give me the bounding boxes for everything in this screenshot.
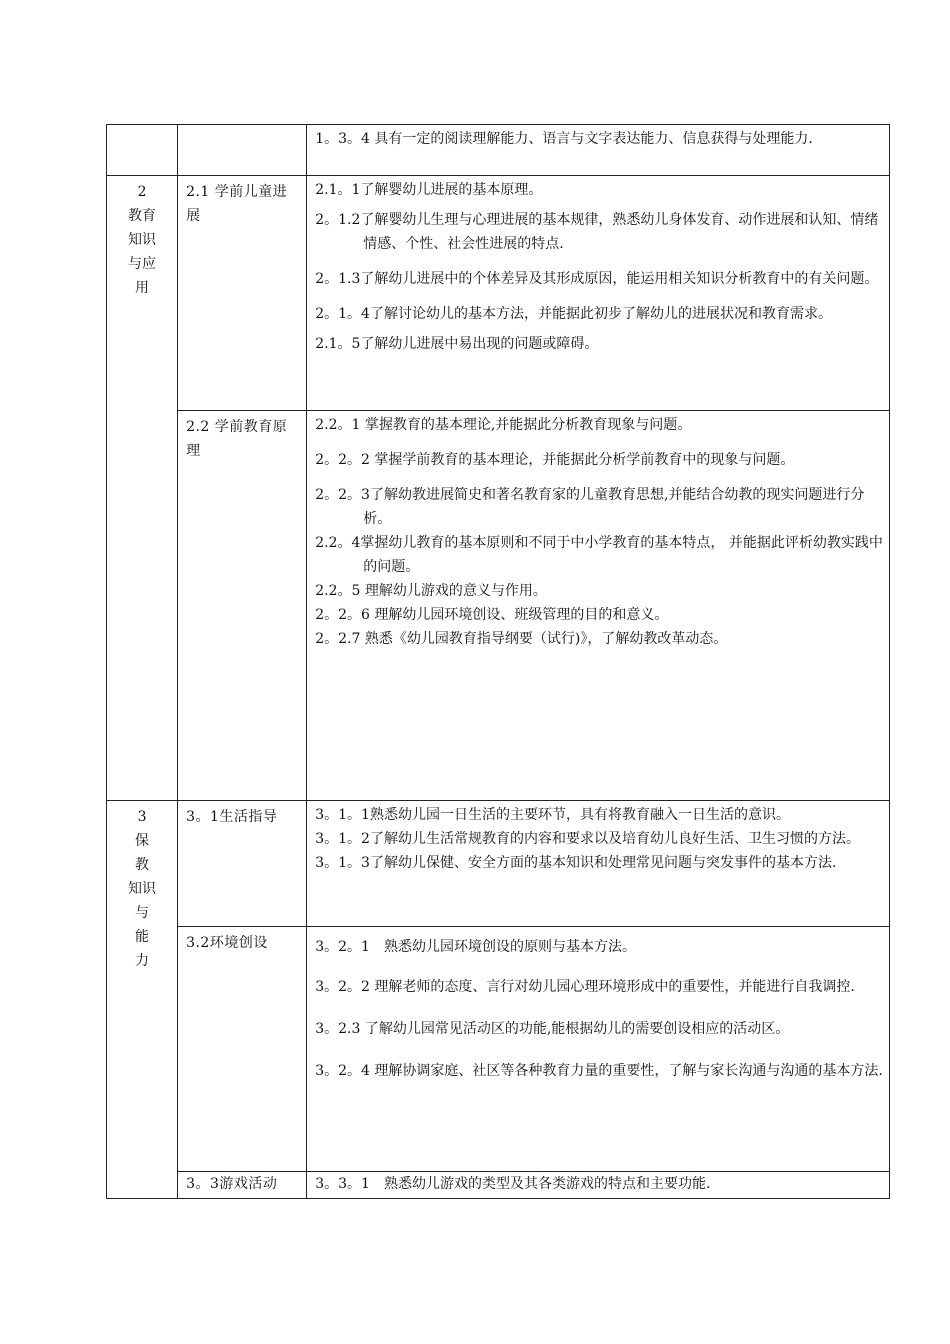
list-item: 3。1。1熟悉幼儿园一日生活的主要环节，具有将教育融入一日生活的意识。 <box>315 807 790 823</box>
table-row <box>107 176 890 411</box>
category-line: 知识 <box>128 232 157 248</box>
subcategory-title: 3。1生活指导 <box>178 801 307 927</box>
content-cell <box>307 411 890 801</box>
category-line: 用 <box>135 280 150 296</box>
category-line: 教育 <box>128 208 157 224</box>
list-item: 2。1.3了解幼儿进展中的个体差异及其形成原因，能运用相关知识分析教育中的有关问题。 <box>315 271 879 287</box>
category-cell-education-knowledge <box>107 176 178 801</box>
category-line: 知识 <box>128 881 157 897</box>
subcategory-title: 3。3游戏活动 <box>178 1172 307 1199</box>
category-line: 3 <box>137 809 147 825</box>
list-item: 2。2。2 掌握学前教育的基本理论，并能据此分析学前教育中的现象与问题。 <box>315 452 795 468</box>
category-cell-care-education <box>107 801 178 1199</box>
table-row <box>107 411 890 801</box>
list-item: 2.1。5了解幼儿进展中易出现的问题或障碍。 <box>315 336 599 352</box>
list-item: 3。3。1 熟悉幼儿游戏的类型及其各类游戏的特点和主要功能. <box>315 1176 711 1192</box>
syllabus-table <box>106 124 890 1199</box>
category-line: 保 <box>135 833 150 849</box>
category-line: 教 <box>135 857 150 873</box>
list-item: 2。2。3了解幼教进展简史和著名教育家的儿童教育思想,并能结合幼教的现实问题进行分析。 <box>315 487 865 527</box>
content-cell <box>307 927 890 1172</box>
table-row <box>107 927 890 1172</box>
list-item: 3。1。2了解幼儿生活常规教育的内容和要求以及培育幼儿良好生活、卫生习惯的方法。 <box>315 831 860 847</box>
content-cell <box>307 1172 890 1199</box>
list-item: 3。2。2 理解老师的态度、言行对幼儿园心理环境形成中的重要性，并能进行自我调控. <box>315 979 855 995</box>
category-line: 与应 <box>128 256 157 272</box>
content-cell <box>307 125 890 176</box>
table-row <box>107 125 890 176</box>
subcategory-cell-empty <box>178 125 307 176</box>
list-item: 3。2.3 了解幼儿园常见活动区的功能,能根据幼儿的需要创设相应的活动区。 <box>315 1021 790 1037</box>
list-item: 1。3。4 具有一定的阅读理解能力、语言与文字表达能力、信息获得与处理能力. <box>315 131 813 147</box>
list-item: 2.1。1了解婴幼儿进展的基本原理。 <box>315 182 543 198</box>
category-cell-empty <box>107 125 178 176</box>
list-item: 2。1。4了解讨论幼儿的基本方法，并能据此初步了解幼儿的进展状况和教育需求。 <box>315 306 832 322</box>
list-item: 2。1.2了解婴幼儿生理与心理进展的基本规律，熟悉幼儿身体发育、动作进展和认知、情绪情感、个性、社会性进展的特点. <box>315 212 879 252</box>
table-row <box>107 1172 890 1199</box>
table-row <box>107 801 890 927</box>
subcategory-title: 3.2环境创设 <box>178 927 307 1172</box>
list-item: 3。2。1 熟悉幼儿园环境创设的原则与基本方法。 <box>315 939 636 955</box>
content-cell <box>307 801 890 927</box>
content-cell <box>307 176 890 411</box>
list-item: 2.2。4掌握幼儿教育的基本原则和不同于中小学教育的基本特点， 并能据此评析幼教实践中的问题。 <box>315 535 883 575</box>
category-line: 力 <box>135 953 150 969</box>
list-item: 2.2。1 掌握教育的基本理论,并能据此分析教育现象与问题。 <box>315 417 692 433</box>
subcategory-title: 2.2 学前教育原理 <box>178 411 307 801</box>
category-line: 与 <box>135 905 150 921</box>
list-item: 3。1。3了解幼儿保健、安全方面的基本知识和处理常见问题与突发事件的基本方法. <box>315 855 837 871</box>
list-item: 3。2。4 理解协调家庭、社区等各种教育力量的重要性，了解与家长沟通与沟通的基本方法. <box>315 1063 883 1079</box>
category-line: 2 <box>137 184 147 200</box>
list-item: 2。2.7 熟悉《幼儿园教育指导纲要（试行)》，了解幼教改革动态。 <box>315 631 728 647</box>
category-line: 能 <box>135 929 150 945</box>
subcategory-title: 2.1 学前儿童进展 <box>178 176 307 411</box>
list-item: 2。2。6 理解幼儿园环境创设、班级管理的目的和意义。 <box>315 607 669 623</box>
list-item: 2.2。5 理解幼儿游戏的意义与作用。 <box>315 583 547 599</box>
